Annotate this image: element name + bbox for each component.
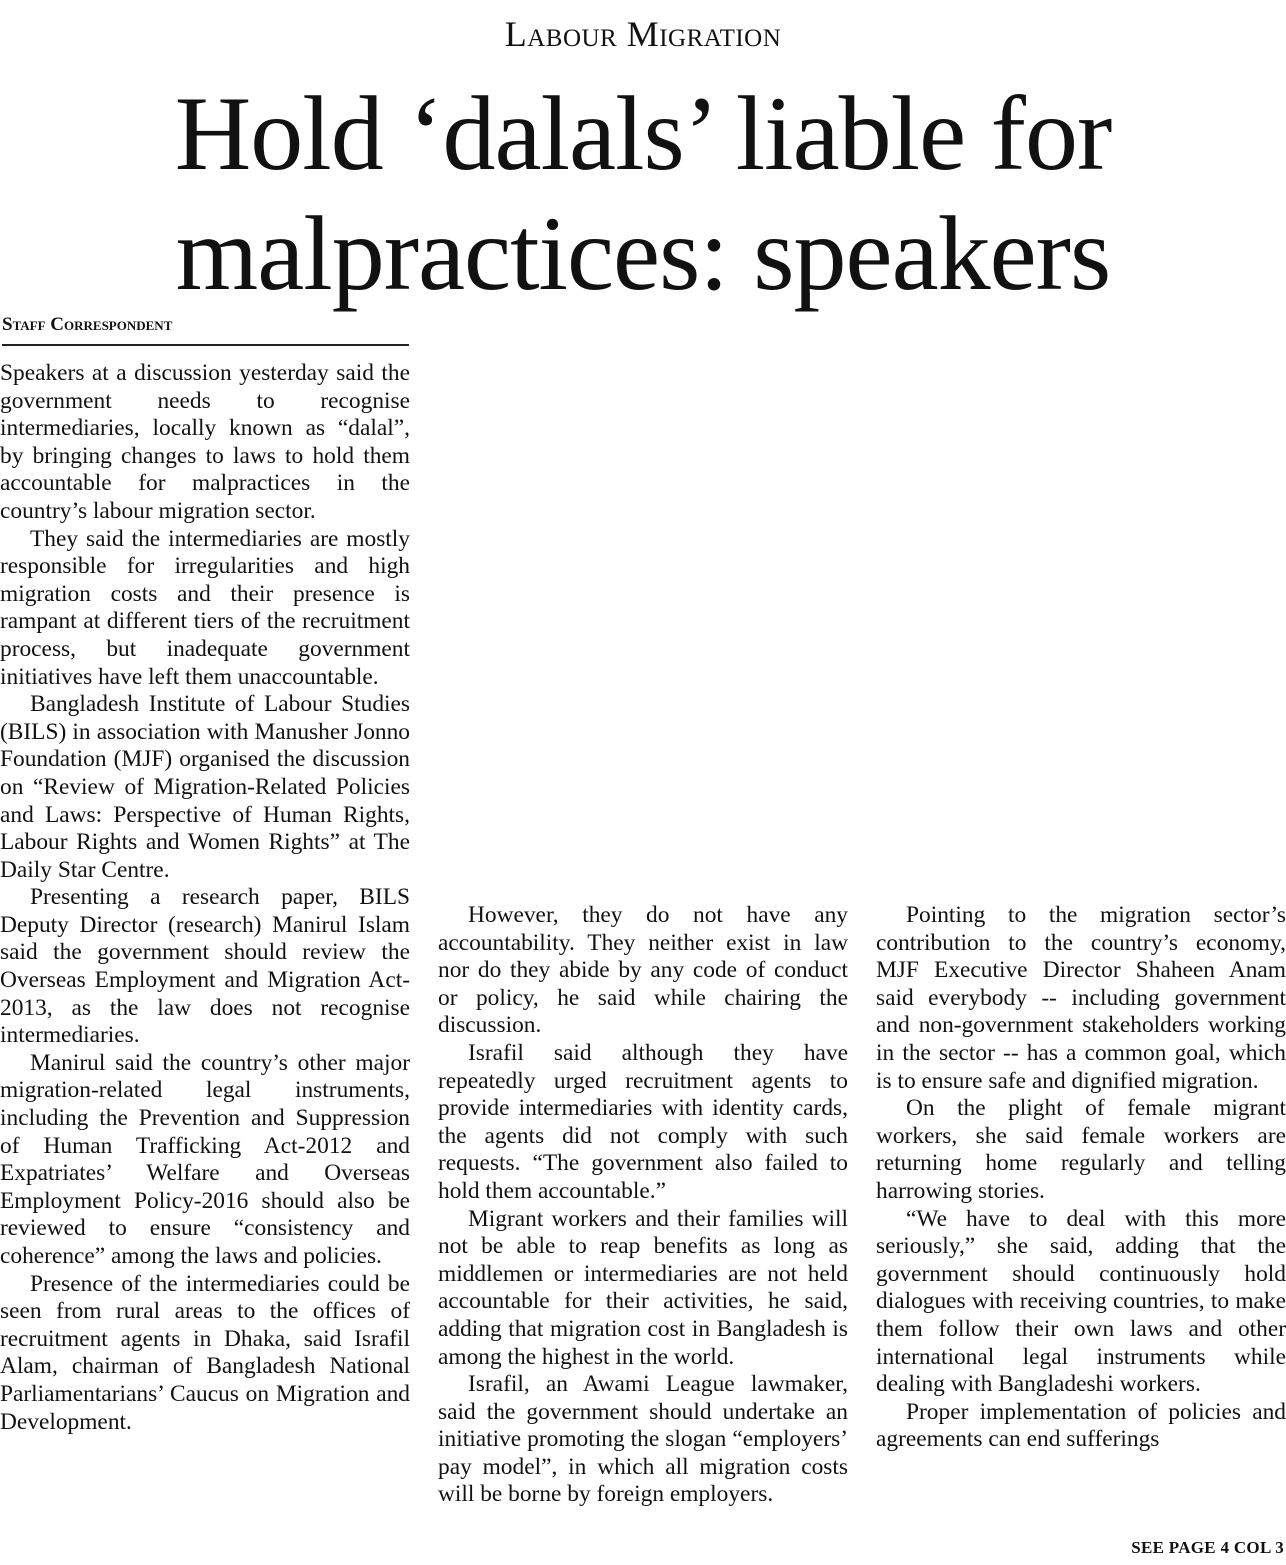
- article-headline: [0, 74, 1286, 314]
- article-column-3: [876, 902, 1286, 1454]
- paragraph: Presenting a research paper, BILS Deputy Director (research) Manirul Islam said the government should review the Overseas Employment and Migration Act-2013, as the law does not recognise intermediaries.: [0, 884, 410, 1049]
- article-column-2: [438, 902, 848, 1509]
- headline-line-2: malpractices: speakers: [175, 195, 1111, 312]
- section-kicker: Labour Migration: [504, 14, 782, 54]
- headline-line-1: Hold ‘dalals’ liable for: [174, 75, 1112, 192]
- paragraph: Pointing to the migration sector’s contribution to the country’s economy, MJF Executive Director Shaheen Anam said everybody -- including government and non-government stakeholders working in the sector -- has a common goal, which is to ensure safe and dignified migration.: [876, 902, 1286, 1094]
- paragraph: Speakers at a discussion yesterday said the government needs to recognise intermediaries, locally known as “dalal”, by bringing changes to laws to hold them accountable for malpractices in the country’s labour migration sector.: [0, 360, 410, 524]
- paragraph: However, they do not have any accountability. They neither exist in law nor do they abide by any code of conduct or policy, he said while chairing the discussion.: [438, 902, 848, 1039]
- paragraph: Presence of the intermediaries could be seen from rural areas to the offices of recruitment agents in Dhaka, said Israfil Alam, chairman of Bangladesh National Parliamentarians’ Caucus on Migration and Development.: [0, 1270, 410, 1435]
- byline: Staff Correspondent: [2, 312, 409, 346]
- paragraph: Israfil said although they have repeatedly urged recruitment agents to provide intermediaries with identity cards, the agents did not comply with such requests. “The government also failed to hold them accountable.”: [438, 1039, 848, 1204]
- continued-on-page-label[interactable]: SEE PAGE 4 COL 3: [1131, 1538, 1284, 1557]
- paragraph: Bangladesh Institute of Labour Studies (BILS) in association with Manusher Jonno Foundation (MJF) organised the discussion on “Review of Migration-Related Policies and Laws: Perspective of Human Rights, Labour Rights and Women Rights” at The Daily Star Centre.: [0, 691, 410, 883]
- paragraph: On the plight of female migrant workers, she said female workers are returning home regularly and telling harrowing stories.: [876, 1095, 1286, 1204]
- paragraph: Migrant workers and their families will not be able to reap benefits as long as middlemen or intermediaries are not held accountable for their activities, he said, adding that migration cost in Bangladesh is among the highest in the world.: [438, 1205, 848, 1370]
- paragraph: Manirul said the country’s other major migration-related legal instruments, including the Prevention and Suppression of Human Trafficking Act-2012 and Expatriates’ Welfare and Overseas Employment Policy-2016 should also be reviewed to ensure “consistency and coherence” among the laws and policies.: [0, 1049, 410, 1269]
- paragraph: “We have to deal with this more seriously,” she said, adding that the government should continuously hold dialogues with receiving countries, to make them follow their own laws and other international legal instruments while dealing with Bangladeshi workers.: [876, 1205, 1286, 1398]
- paragraph: Israfil, an Awami League lawmaker, said the government should undertake an initiative promoting the slogan “employers’ pay model”, in which all migration costs will be borne by foreign employers.: [438, 1371, 848, 1508]
- paragraph: Proper implementation of policies and agreements can end sufferings: [876, 1398, 1286, 1453]
- paragraph: They said the intermediaries are mostly responsible for irregularities and high migration costs and their presence is rampant at different tiers of the recruitment process, but inadequate government initiatives have left them unaccountable.: [0, 525, 410, 690]
- article-column-1: [0, 360, 410, 1436]
